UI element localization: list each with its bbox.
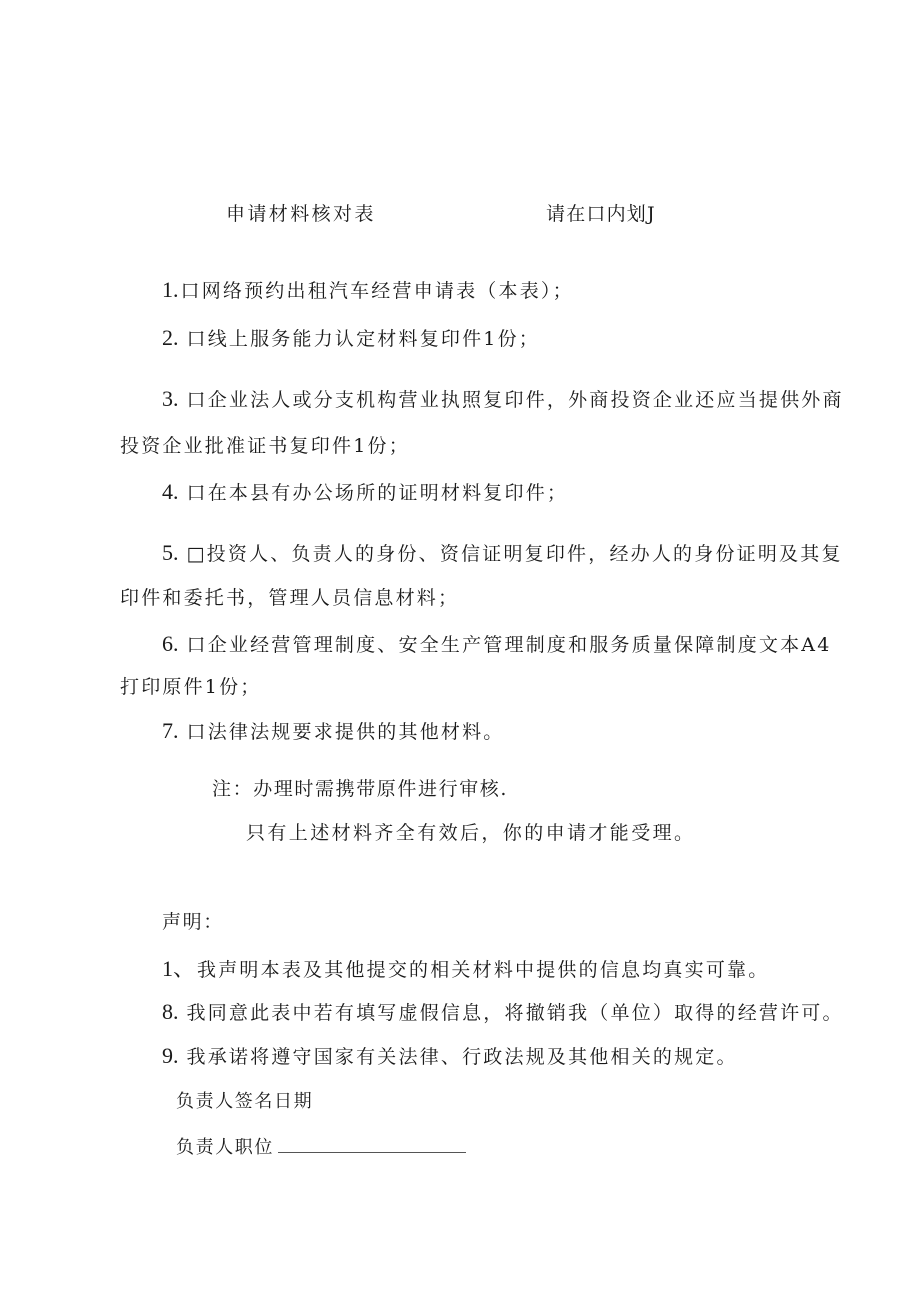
- position-blank-line[interactable]: [278, 1134, 466, 1153]
- item-number: 3.: [162, 386, 179, 411]
- item-text: 口企业经营管理制度、安全生产管理制度和服务质量保障制度文本A4: [186, 634, 832, 656]
- declaration-heading: 声明：: [162, 911, 224, 933]
- checklist-item-2: [162, 326, 540, 351]
- declaration-item-3: [162, 1044, 738, 1069]
- item-number: 5.: [162, 540, 179, 565]
- page-title: 申请材料核对表: [226, 203, 376, 225]
- checklist-item-6: [162, 632, 832, 657]
- item-number: 9.: [162, 1043, 179, 1068]
- item-text: 口在本县有办公场所的证明材料复印件；: [186, 482, 569, 504]
- item-text: 口线上服务能力认定材料复印件1份；: [186, 328, 540, 350]
- item-number: 2.: [162, 325, 179, 350]
- item-text: 我声明本表及其他提交的相关材料中提供的信息均真实可靠。: [197, 959, 770, 981]
- checklist-item-5-continued: 印件和委托书，管理人员信息材料；: [120, 587, 460, 609]
- checklist-item-6-continued: 打印原件1份；: [120, 676, 262, 698]
- item-text: 我承诺将遵守国家有关法律、行政法规及其他相关的规定。: [186, 1046, 738, 1068]
- declaration-item-2: [162, 1000, 844, 1025]
- checklist-item-7: [162, 719, 505, 744]
- checkbox-hint: 请在口内划J: [546, 203, 656, 225]
- item-number: 4.: [162, 479, 179, 504]
- checklist-item-3-continued: 投资企业批准证书复印件1份；: [120, 435, 410, 457]
- checklist-item-1: [162, 278, 574, 303]
- item-text: 口法律法规要求提供的其他材料。: [186, 721, 505, 743]
- signature-date-label: 负责人签名日期: [176, 1091, 314, 1112]
- checklist-item-3: [162, 387, 844, 412]
- item-text: 我同意此表中若有填写虚假信息，将撤销我（单位）取得的经营许可。: [186, 1002, 844, 1024]
- note-original-documents: 注：办理时需携带原件进行审核.: [212, 778, 509, 800]
- checklist-item-5: [162, 541, 843, 566]
- item-number: 6.: [162, 631, 179, 656]
- item-number: 7.: [162, 718, 179, 743]
- item-text: □投资人、负责人的身份、资信证明复印件，经办人的身份证明及其复: [186, 543, 843, 565]
- item-number: 1、: [162, 956, 196, 981]
- item-text: 口网络预约出租汽车经营申请表（本表）；: [180, 280, 574, 302]
- item-number: 8.: [162, 999, 179, 1024]
- position-field: [176, 1134, 466, 1160]
- checklist-item-4: [162, 480, 568, 505]
- position-label: 负责人职位: [176, 1137, 274, 1158]
- declaration-item-1: [162, 957, 769, 982]
- note-acceptance: 只有上述材料齐全有效后，你的申请才能受理。: [246, 822, 696, 844]
- item-text: 口企业法人或分支机构营业执照复印件，外商投资企业还应当提供外商: [186, 389, 844, 411]
- item-number: 1.: [162, 277, 179, 302]
